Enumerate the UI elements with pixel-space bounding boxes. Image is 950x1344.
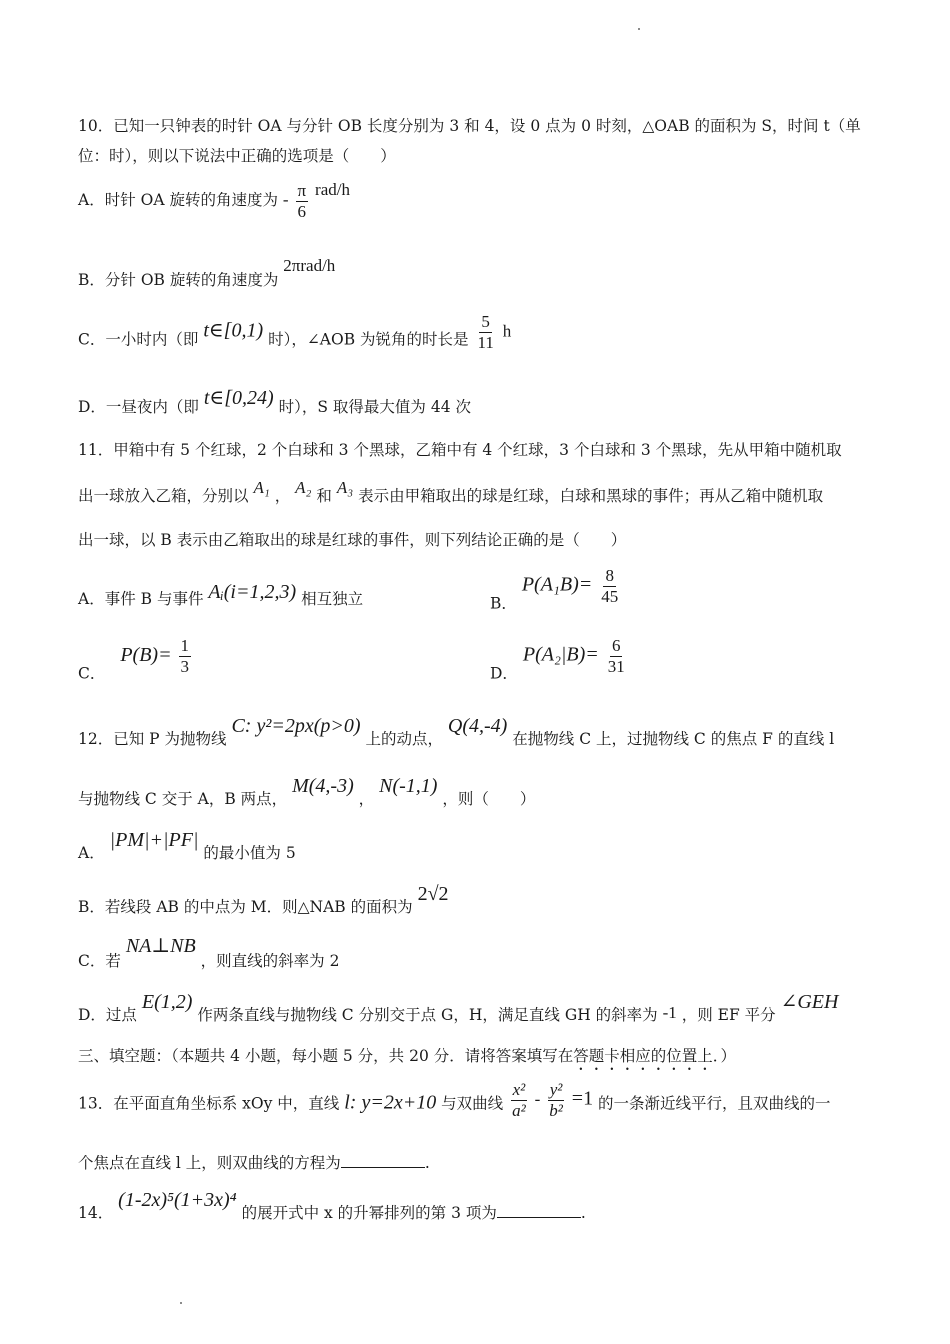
q11-stem-line1: 11．甲箱中有 5 个红球，2 个白球和 3 个黑球，乙箱中有 4 个红球，3 个白球和 3 个黑球，先从甲箱中随机取: [78, 441, 842, 459]
q14-answer-blank[interactable]: [497, 1203, 581, 1218]
q11-option-d-label: D．: [490, 664, 518, 683]
q10-option-a-denominator: 6: [297, 201, 307, 221]
q12-option-c-math: NA⊥NB: [125, 935, 196, 957]
q11-option-c: [78, 636, 193, 684]
q13-line1: [78, 1080, 831, 1121]
q10-stem-line1: 10．已知一只钟表的时针 OA 与分针 OB 长度分别为 3 和 4，设 0 点为 0 时刻，△OAB 的面积为 S，时间 t（单: [78, 117, 861, 135]
q13-hyperbola-x-denominator: a²: [512, 1101, 526, 1120]
q14-expression: (1-2x)⁵(1+3x)⁴: [118, 1189, 237, 1211]
q13-answer-blank[interactable]: [341, 1153, 425, 1168]
q12-option-d-mid: 作两条直线与抛物线 C 分别交于点 G，H，满足直线 GH 的斜率为: [197, 1006, 658, 1024]
q11-option-b-numerator: 8: [605, 566, 614, 585]
q13-line-equation: l: y=2x+10: [344, 1091, 437, 1114]
q12-option-c-label: C．若: [78, 952, 121, 970]
q11-option-b-label: B．: [490, 594, 517, 613]
q13-hyperbola-y-numerator: y²: [549, 1080, 563, 1099]
q11-option-b: [490, 566, 622, 614]
q10-option-a: [78, 180, 350, 222]
q13-hyperbola-x-numerator: x²: [512, 1080, 526, 1099]
q11-option-d-denominator: 31: [607, 657, 625, 676]
q14-line: [78, 1190, 586, 1223]
q11-option-c-fraction: [179, 636, 192, 677]
q11-options-row2: [78, 636, 938, 683]
q13-hyperbola-x-term: [510, 1080, 528, 1121]
q12-point-m: M(4,-3): [292, 775, 354, 797]
q11-comma: ，: [274, 487, 291, 505]
q10-option-a-numerator: π: [297, 180, 307, 200]
q11-options-row1: [78, 566, 938, 613]
q13-hyperbola-y-term: [547, 1080, 565, 1121]
section3-heading-pre: 三、填空题：（本题共 4 小题，每小题 5 分，共 20 分．请将答案填写在: [78, 1047, 574, 1065]
q12-parabola: C: y²=2px(p>0): [231, 715, 361, 737]
q10-option-c-mid: 时），∠AOB 为锐角的时长是: [268, 330, 469, 349]
q12-option-c-post: ，则直线的斜率为 2: [200, 952, 340, 970]
q11-option-a: [78, 582, 363, 609]
q10-stem-line2: 位：时），则以下说法中正确的选项是（ ）: [78, 147, 396, 165]
q12-stem-line1-pre: 12．已知 P 为抛物线: [78, 730, 227, 748]
q10-option-d-post: 时），S 取得最大值为 44 次: [278, 398, 471, 416]
q12-point-n: N(-1,1): [379, 775, 438, 797]
q12-option-c: [78, 936, 339, 971]
q10-option-d: [78, 388, 471, 417]
q13-equals-one: =1: [571, 1087, 594, 1110]
q11-and: 和: [316, 487, 332, 505]
q11-event-a2: A₂: [295, 478, 312, 497]
q12-option-b-text: B．若线段 AB 的中点为 M．则△NAB 的面积为: [78, 898, 413, 916]
q11-option-d-lhs: P(A₂|B)=: [522, 643, 599, 666]
q12-option-b: [78, 884, 449, 917]
q11-option-c-label: C．: [78, 664, 106, 683]
q12-option-d-angle: ∠GEH: [780, 991, 839, 1013]
q10-option-c-pre: C．一小时内（即: [78, 330, 199, 349]
q11-option-d: [490, 636, 629, 684]
q13-line2-text: 个焦点在直线 l 上，则双曲线的方程为: [78, 1154, 341, 1172]
q11-stem-line2-pre: 出一球放入乙箱，分别以: [78, 487, 249, 505]
q12-option-d: [78, 992, 838, 1025]
q11-option-a-math: Aᵢ(i=1,2,3): [208, 581, 297, 603]
q12-option-a-label: A．: [78, 844, 105, 862]
q12-option-d-slope: -1: [662, 1003, 677, 1022]
q11-option-c-denominator: 3: [180, 657, 189, 676]
q10-option-a-fraction: [296, 181, 309, 222]
page-mark-top: [638, 28, 640, 30]
q12-separator: ，: [358, 790, 375, 808]
q10-option-a-unit: rad/h: [315, 180, 350, 199]
q13-hyperbola-y-denominator: b²: [549, 1101, 563, 1120]
q13-line2: [78, 1153, 430, 1173]
q12-option-a: [78, 830, 296, 863]
q10-option-d-interval: t∈[0,24): [203, 387, 274, 409]
q10-option-c-numerator: 5: [481, 312, 490, 331]
q11-stem-line2-post: 表示由甲箱取出的球是红球，白球和黑球的事件；再从乙箱中随机取: [358, 487, 824, 505]
q13-pre: 13．在平面直角坐标系 xOy 中，直线: [78, 1094, 340, 1113]
q11-event-a1: A₁: [253, 478, 270, 497]
q12-option-b-math: 2√2: [417, 883, 449, 905]
q12-option-d-post: ，则 EF 平分: [681, 1006, 776, 1024]
q11-stem-line2: [78, 478, 823, 506]
q12-option-a-math: |PM|+|PF|: [109, 829, 199, 851]
q12-stem-line2-pre: 与抛物线 C 交于 A，B 两点，: [78, 790, 288, 808]
q12-stem-line2-post: ，则（ ）: [442, 790, 536, 808]
q12-stem-line1-mid: 上的动点，: [365, 730, 443, 748]
q11-event-a3: A₃: [336, 478, 354, 497]
q10-option-c-unit: h: [502, 321, 512, 341]
q10-option-c: [78, 312, 511, 353]
q11-option-a-pre: A．事件 B 与事件: [78, 590, 204, 608]
q14-end: .: [580, 1204, 586, 1222]
q12-option-a-post: 的最小值为 5: [203, 844, 296, 862]
q10-option-b: [78, 256, 335, 290]
section3-heading-post: ．）: [712, 1047, 737, 1065]
q11-option-b-fraction: [599, 566, 620, 607]
q12-option-d-point: E(1,2): [141, 991, 193, 1013]
q10-option-a-text: A．时针 OA 旋转的角速度为: [78, 191, 278, 209]
q13-end: .: [424, 1154, 430, 1172]
q11-option-d-numerator: 6: [611, 636, 621, 655]
q10-option-c-fraction: [475, 312, 495, 353]
q10-option-b-value: 2πrad/h: [283, 256, 336, 275]
q12-stem-line1-post: 在抛物线 C 上，过抛物线 C 的焦点 F 的直线 l: [512, 730, 835, 748]
q11-option-b-denominator: 45: [601, 587, 619, 606]
q12-point-q: Q(4,-4): [447, 715, 508, 737]
q10-option-b-text: B．分针 OB 旋转的角速度为: [78, 271, 279, 289]
q10-option-c-interval: t∈[0,1): [203, 319, 264, 342]
q12-option-d-pre: D．过点: [78, 1006, 137, 1024]
section3-heading: [78, 1046, 736, 1074]
q10-option-a-sign: -: [282, 190, 289, 209]
q11-option-d-fraction: [606, 636, 627, 677]
q11-stem-line3: 出一球，以 B 表示由乙箱取出的球是红球的事件，则下列结论正确的是（ ）: [78, 531, 627, 549]
section3-heading-dotted: 答题卡相应的位置上: [573, 1047, 713, 1065]
q12-stem-line1: [78, 716, 834, 749]
q13-post: 的一条渐近线平行，且双曲线的一: [598, 1094, 831, 1113]
q11-option-a-post: 相互独立: [301, 590, 364, 608]
page-mark-bottom: [180, 1302, 182, 1304]
q13-minus: -: [534, 1089, 541, 1109]
q11-option-c-lhs: P(B)=: [120, 643, 172, 666]
q11-option-b-lhs: P(A₁B)=: [521, 573, 593, 596]
q13-mid: 与双曲线: [441, 1094, 504, 1113]
q14-label: 14．: [78, 1204, 114, 1222]
q10-option-c-denominator: 11: [477, 333, 494, 352]
q12-stem-line2: [78, 776, 535, 809]
q10-option-d-pre: D．一昼夜内（即: [78, 398, 199, 416]
q11-option-c-numerator: 1: [180, 636, 189, 655]
q14-post: 的展开式中 x 的升幂排列的第 3 项为: [241, 1204, 497, 1222]
